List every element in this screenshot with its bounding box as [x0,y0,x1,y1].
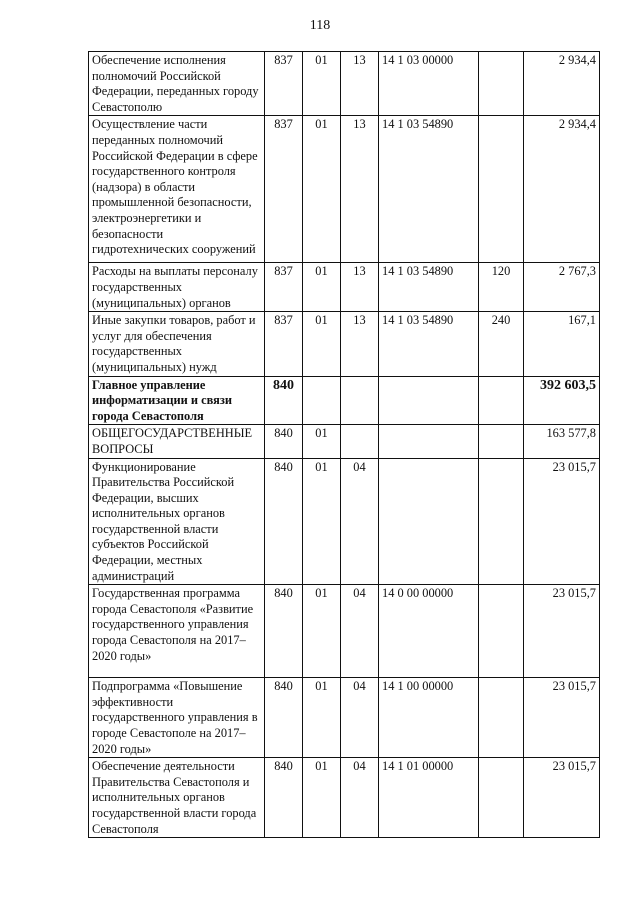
row-name: Иные закупки товаров, работ и услуг для обеспечения государственных (муниципальных) нужд [89,312,265,376]
expense-type-code [479,458,524,585]
ministry-code: 840 [265,585,303,678]
subsection-code: 13 [341,312,379,376]
target-article-code: 14 1 03 54890 [379,263,479,312]
ministry-code: 837 [265,116,303,263]
subsection-code: 04 [341,458,379,585]
subsection-code [341,376,379,425]
amount: 392 603,5 [524,376,600,425]
table-row [89,52,600,116]
amount: 23 015,7 [524,758,600,838]
row-name: Расходы на выплаты персоналу государственных (муниципальных) органов [89,263,265,312]
expense-type-code [479,52,524,116]
amount: 23 015,7 [524,585,600,678]
row-name: ОБЩЕГОСУДАРСТВЕННЫЕ ВОПРОСЫ [89,425,265,458]
page-number: 118 [309,18,331,33]
ministry-code: 840 [265,458,303,585]
amount: 2 934,4 [524,52,600,116]
row-name: Главное управление информатизации и связи города Севастополя [89,376,265,425]
ministry-code: 840 [265,425,303,458]
section-code: 01 [303,52,341,116]
section-code: 01 [303,312,341,376]
table-row [89,458,600,585]
table-row [89,263,600,312]
row-name: Обеспечение деятельности Правительства Севастополя и исполнительных органов государственной власти города Севастополя [89,758,265,838]
subsection-code: 04 [341,678,379,758]
target-article-code: 14 1 03 00000 [379,52,479,116]
section-code: 01 [303,425,341,458]
ministry-code: 840 [265,758,303,838]
table-row [89,376,600,425]
ministry-code: 840 [265,678,303,758]
expense-type-code [479,758,524,838]
row-name: Подпрограмма «Повышение эффективности государственного управления в городе Севастополе на 2017–2020 годы» [89,678,265,758]
section-code [303,376,341,425]
amount: 2 934,4 [524,116,600,263]
target-article-code: 14 1 03 54890 [379,312,479,376]
section-code: 01 [303,263,341,312]
amount: 23 015,7 [524,458,600,585]
subsection-code [341,425,379,458]
table-row [89,312,600,376]
expense-type-code [479,678,524,758]
table-row [89,758,600,838]
subsection-code: 13 [341,263,379,312]
expense-type-code [479,585,524,678]
target-article-code [379,458,479,585]
expense-type-code [479,116,524,263]
expense-type-code [479,376,524,425]
table-row [89,585,600,678]
amount: 167,1 [524,312,600,376]
row-name: Государственная программа города Севастополя «Развитие государственного управления города Севастополя на 2017–2020 годы» [89,585,265,678]
amount: 163 577,8 [524,425,600,458]
table-row [89,116,600,263]
target-article-code: 14 1 01 00000 [379,758,479,838]
budget-table [88,51,600,838]
expense-type-code: 120 [479,263,524,312]
amount: 23 015,7 [524,678,600,758]
table-row [89,425,600,458]
ministry-code: 837 [265,312,303,376]
section-code: 01 [303,458,341,585]
row-name: Обеспечение исполнения полномочий Российской Федерации, переданных городу Севастополю [89,52,265,116]
subsection-code: 04 [341,758,379,838]
ministry-code: 837 [265,263,303,312]
target-article-code: 14 1 00 00000 [379,678,479,758]
section-code: 01 [303,758,341,838]
section-code: 01 [303,585,341,678]
ministry-code: 837 [265,52,303,116]
expense-type-code [479,425,524,458]
subsection-code: 04 [341,585,379,678]
target-article-code [379,425,479,458]
row-name: Функционирование Правительства Российской Федерации, высших исполнительных органов государственной власти субъектов Российской Федерации, местных администраций [89,458,265,585]
subsection-code: 13 [341,116,379,263]
target-article-code: 14 1 03 54890 [379,116,479,263]
table-row [89,678,600,758]
section-code: 01 [303,116,341,263]
subsection-code: 13 [341,52,379,116]
ministry-code: 840 [265,376,303,425]
expense-type-code: 240 [479,312,524,376]
target-article-code [379,376,479,425]
target-article-code: 14 0 00 00000 [379,585,479,678]
amount: 2 767,3 [524,263,600,312]
row-name: Осуществление части переданных полномочий Российской Федерации в сфере государственного контроля (надзора) в области промышленной безопасности, электроэнергетики и безопасности гидротехнических сооружений [89,116,265,263]
section-code: 01 [303,678,341,758]
